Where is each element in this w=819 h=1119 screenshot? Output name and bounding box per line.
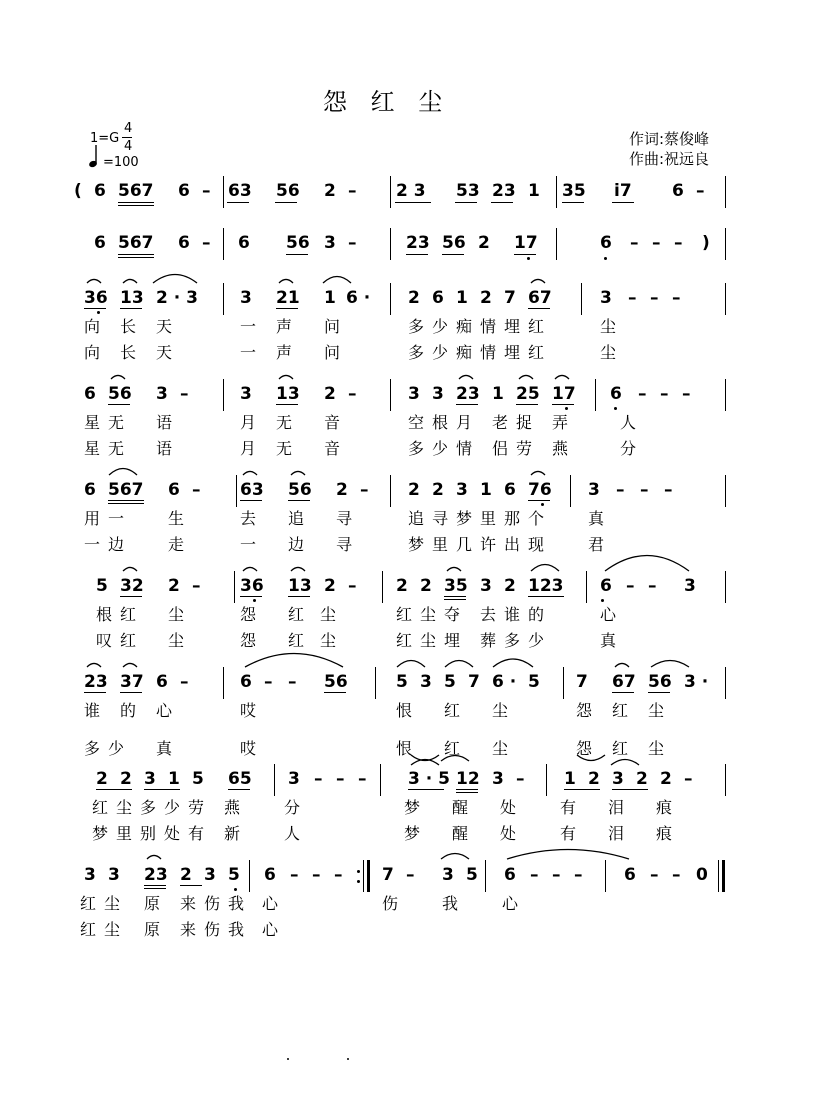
time-signature-line bbox=[122, 137, 132, 138]
time-signature-top: 4 bbox=[124, 121, 133, 136]
song-title: 怨 红 尘 bbox=[323, 88, 451, 116]
stray-mark bbox=[287, 1058, 289, 1060]
time-signature-bottom: 4 bbox=[124, 139, 133, 154]
quarter-note-icon bbox=[88, 143, 102, 169]
composer-credit: 作曲:祝远良 bbox=[629, 150, 710, 168]
tempo-marking: =100 bbox=[103, 155, 139, 170]
key-signature: 1=G bbox=[90, 131, 120, 146]
stray-mark bbox=[347, 1058, 349, 1060]
lyricist-credit: 作词:蔡俊峰 bbox=[629, 130, 710, 148]
